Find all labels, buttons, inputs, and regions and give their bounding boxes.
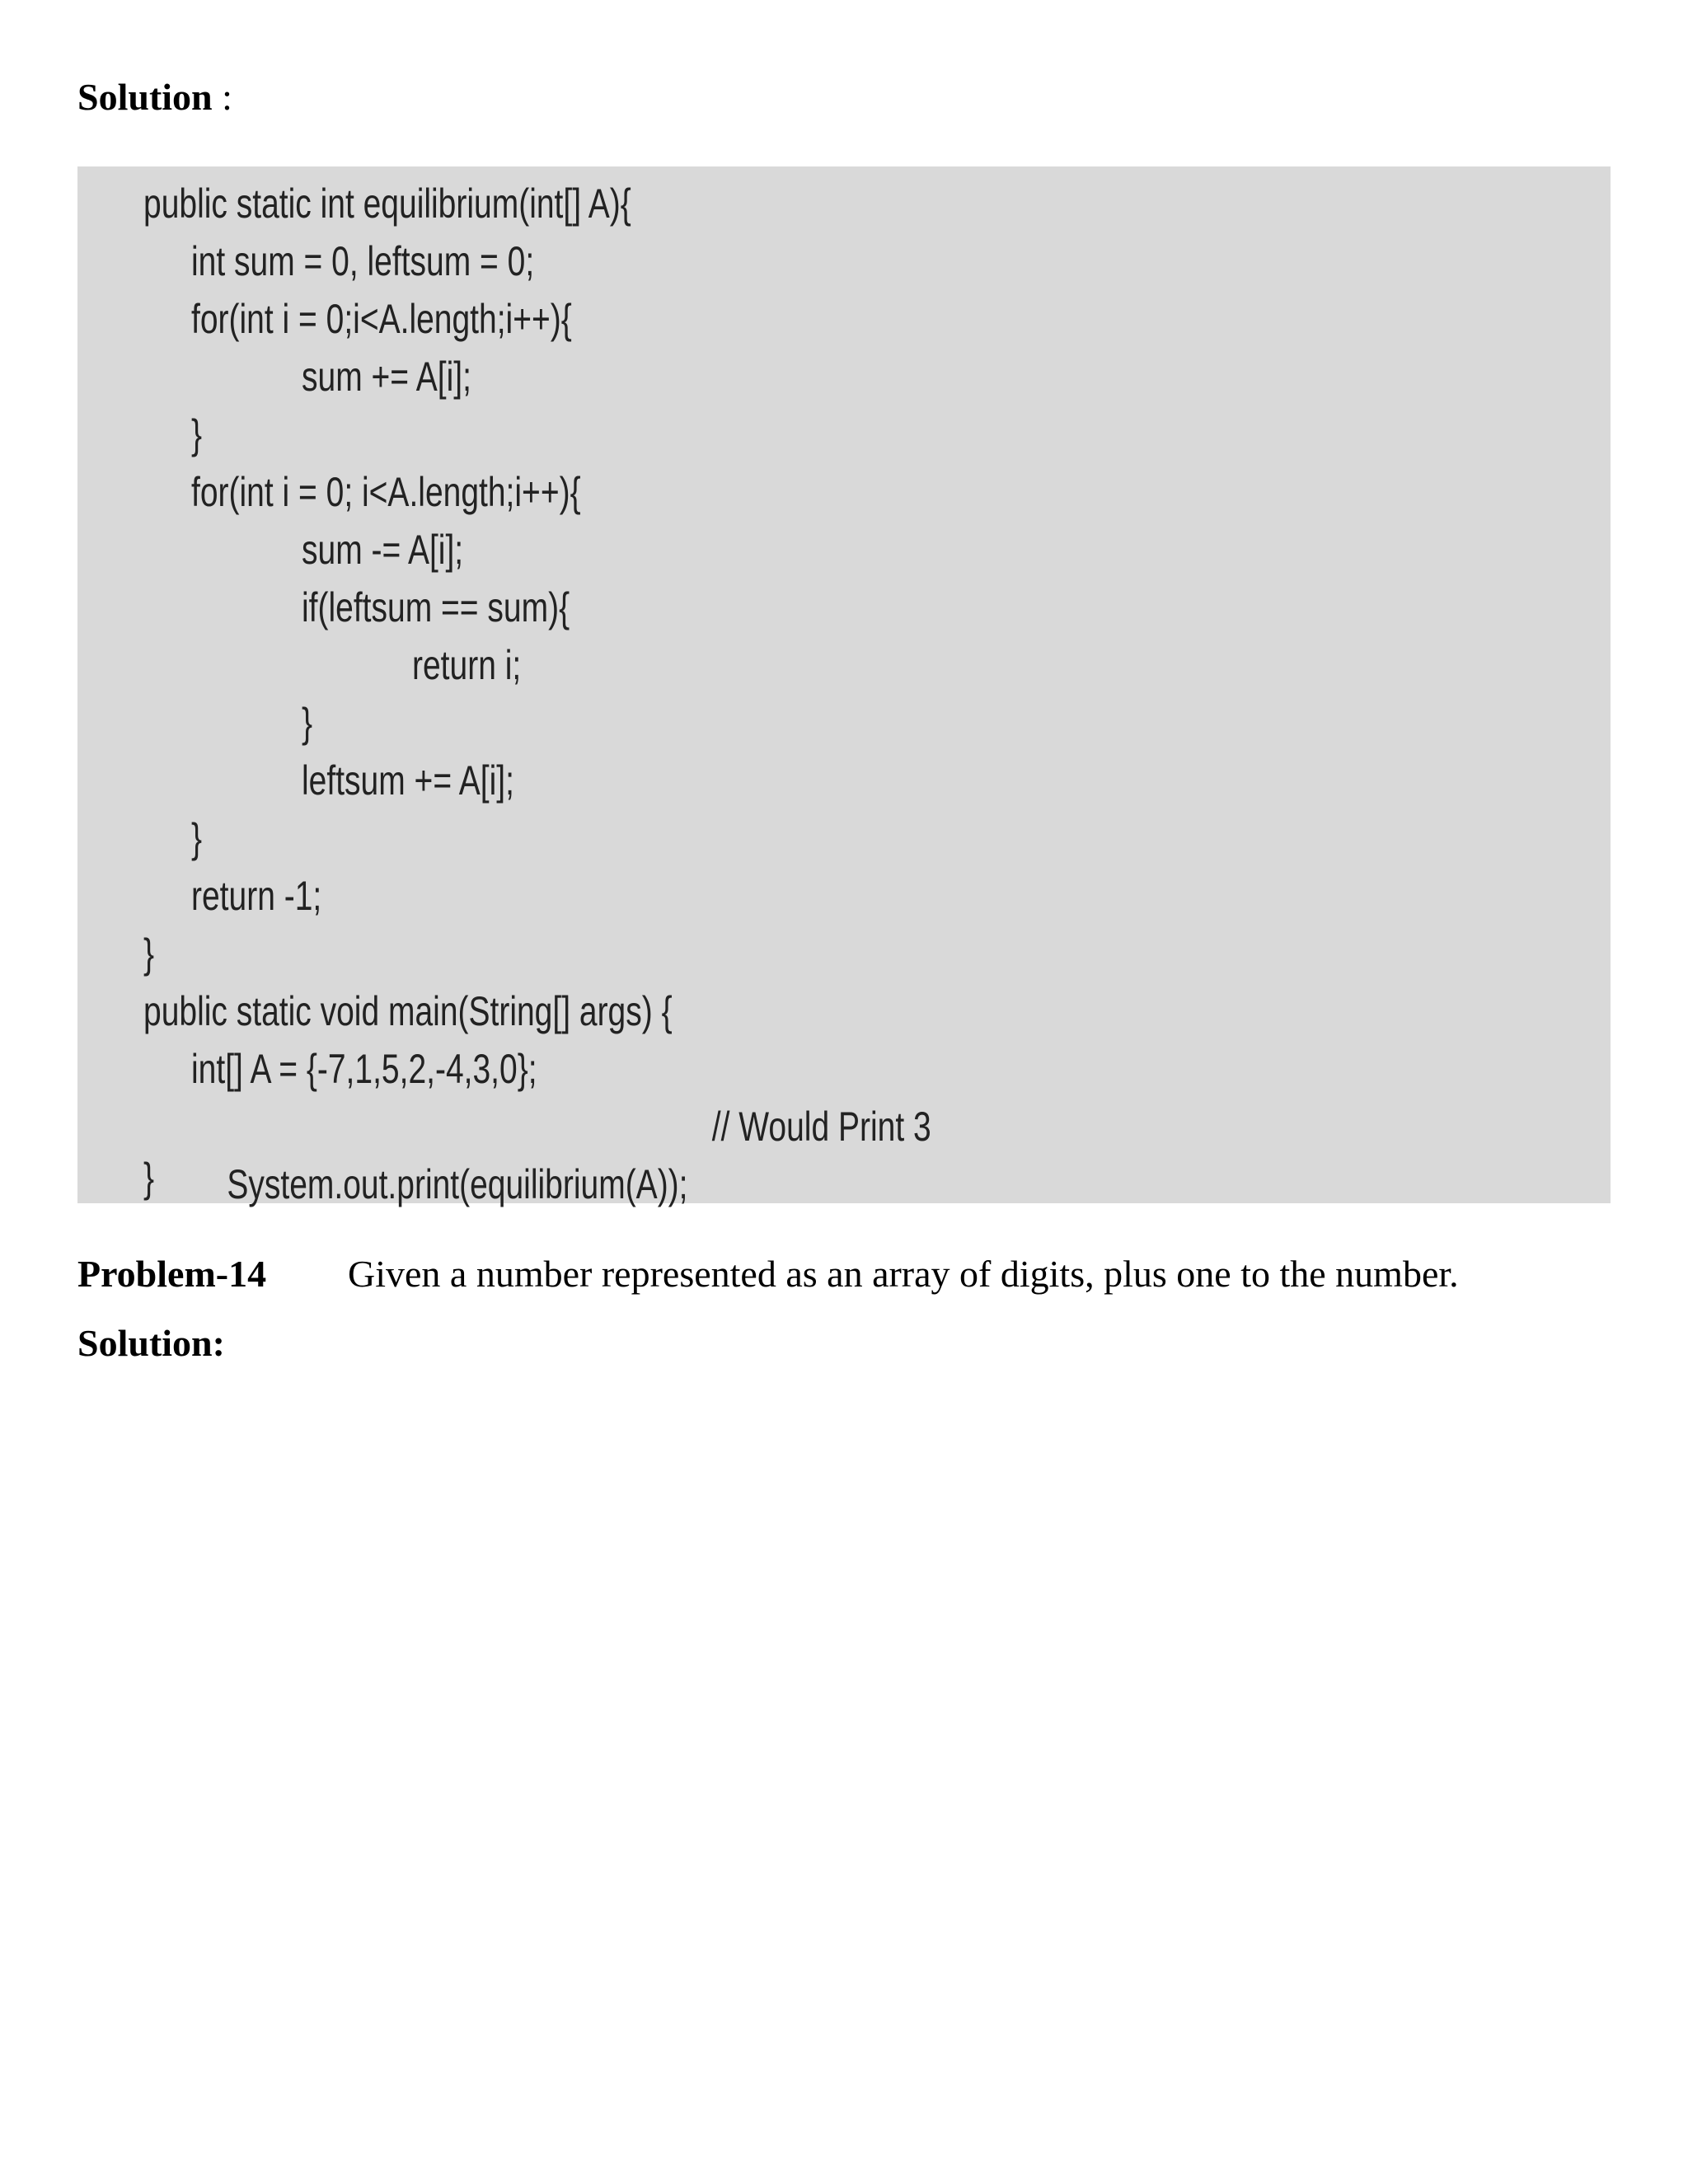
code-line: }: [143, 1155, 155, 1201]
code-line: for(int i = 0;i<A.length;i++){: [191, 296, 572, 342]
solution-heading: [77, 73, 232, 122]
code-line: return -1;: [191, 873, 322, 919]
code-line: int sum = 0, leftsum = 0;: [191, 238, 535, 284]
code-line: if(leftsum == sum){: [302, 584, 570, 630]
code-line: }: [191, 411, 203, 457]
problem-row: [77, 1248, 1611, 1301]
code-line-print: [191, 1098, 1091, 1207]
code-line: public static void main(String[] args) {: [143, 988, 673, 1034]
code-comment: // Would Print 3: [711, 1104, 931, 1150]
code-line: public static int equilibrium(int[] A){: [143, 180, 631, 227]
problem-text: Given a number represented as an array of digits, plus one to the number.: [348, 1253, 1459, 1295]
problem-label: Problem-14: [77, 1253, 267, 1295]
code-line: }: [143, 930, 155, 977]
code-line: leftsum += A[i];: [302, 757, 514, 804]
code-line: sum -= A[i];: [302, 527, 464, 573]
code-line-print-text: System.out.print(equilibrium(A));: [227, 1161, 688, 1207]
code-line: for(int i = 0; i<A.length;i++){: [191, 469, 581, 515]
code-line: sum += A[i];: [302, 354, 471, 400]
solution-heading-colon: :: [212, 76, 232, 118]
code-line: }: [302, 700, 313, 746]
solution-heading-label: Solution: [77, 76, 213, 118]
code-line: }: [191, 815, 203, 861]
code-line: int[] A = {-7,1,5,2,-4,3,0};: [191, 1046, 537, 1092]
solution-heading-2: Solution:: [77, 1322, 225, 1364]
code-block: [77, 166, 1611, 1207]
code-line: return i;: [412, 642, 522, 688]
